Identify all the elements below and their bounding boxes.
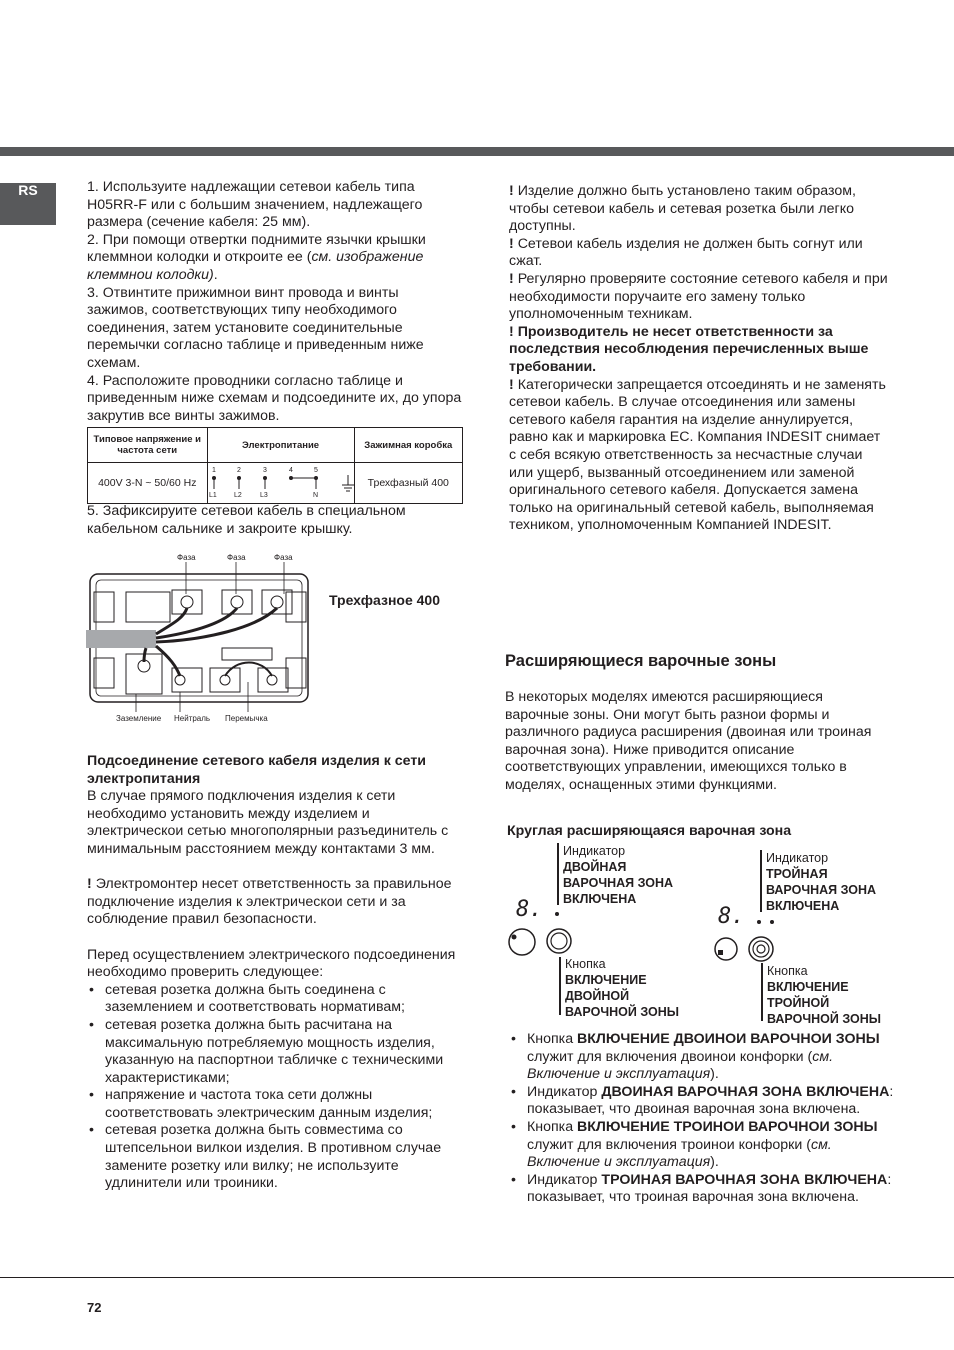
triple-zone-led <box>770 920 774 924</box>
diagram-title: Трехфазное 400 <box>329 592 440 608</box>
display-digit-triple: 8. <box>718 904 745 929</box>
list-item: • Индикатор ДВОИНАЯ ВАРОЧНАЯ ЗОНА ВКЛЮЧЕНА: показывает, что двоиная варочная зона включена. <box>509 1084 894 1119</box>
connection-table <box>87 427 463 504</box>
display-digit-double: 8. <box>516 897 543 922</box>
step-1: 1. Используите надлежащии сетевои кабель типа H05RR-F или с большим значением, надлежащего размера (сечение кабеля: 25 мм). <box>87 179 423 231</box>
warning: ! Категорически запрещается отсоединять и не заменять сетевои кабель. В случае отсоединения или замены сетевого кабеля гарантия на изделие аннулируется, равно как и маркировка ЕС. Компания INDESIT снимает с себя всякую ответственность за несчастные случаи или ущерб, вызванный отсоединением или заменой оригинального сетевого кабеля. Допускается замена только на оригинальный сетевой кабель, выполняемая техником, уполномоченным Компанией INDESIT. <box>509 376 886 534</box>
warning: ! Сетевои кабель изделия не должен быть согнут или сжат. <box>509 235 863 270</box>
connection-heading: Подсоединение сетевого кабеля изделия к сети электропитания <box>87 753 427 787</box>
step-3: 3. Отвинтите прижимнои винт провода и винты зажимов, соответствующих типу необходимого соединения, затем установите соединительные перемычки согласно таблице и приведенным ниже схемам. <box>87 284 424 371</box>
button-leader-line <box>761 963 763 1021</box>
button-triple-caption: Кнопка ВКЛЮЧЕНИЕ ТРОЙНОЙ ВАРОЧНОЙ ЗОНЫ <box>767 964 881 1026</box>
check-list <box>87 982 467 1193</box>
terminal-diagram <box>208 463 354 499</box>
button-double-caption: Кнопка ВКЛЮЧЕНИЕ ДВОЙНОЙ ВАРОЧНОЙ ЗОНЫ <box>565 957 679 1019</box>
terminal-diagram-cell <box>207 463 354 504</box>
list-item: • Кнопка ВКЛЮЧЕНИЕ ДВОИНОИ ВАРОЧНОИ ЗОНЫ служит для включения двоинои конфорки (см. Включение и эксплуатация). <box>509 1031 894 1084</box>
step-2: 2. При помощи отвертки поднимите язычки крышки клеммнои колодки и откроите ее (см. изображение клеммнои колодки). <box>87 231 426 283</box>
steps-block <box>87 179 463 425</box>
terminal-label: N <box>312 492 318 499</box>
language-tab: RS <box>0 183 56 225</box>
terminal-label: L2 <box>233 492 242 499</box>
phase-label: Фаза <box>177 553 196 562</box>
terminal-label: L3 <box>259 492 268 499</box>
warning: ! Регулярно проверяите состояние сетевого кабеля и при необходимости поручаите его замену только уполномоченным техникам. <box>509 270 888 323</box>
neutral-label: Нейтраль <box>174 714 211 723</box>
warning-bold: ! Производитель не несет ответственности за последствия несоблюдения перечисленных выше требовании. <box>509 323 869 375</box>
terminal-label: L1 <box>208 492 217 499</box>
double-zone-led <box>555 912 559 916</box>
electrician-warning: ! Электромонтер несет ответственность за правильное подключение изделия к электрическои сети и за соблюдение правил безопасности. <box>87 876 452 928</box>
list-item: • сетевая розетка должна быть расчитана на максимальную потребляемую мощность изделия, указанную на паспортнои табличке с техническими характеристиками; <box>87 1017 467 1087</box>
list-item: • Индикатор ТРОИНАЯ ВАРОЧНАЯ ЗОНА ВКЛЮЧЕНА: показывает, что троиная варочная зона включена. <box>509 1172 894 1207</box>
terminal-block-illustration <box>86 562 316 712</box>
section-title: Расширяющиеся варочные зоны <box>505 652 777 670</box>
terminal-number: 3 <box>262 467 267 474</box>
table-header: Зажимная коробка <box>354 428 462 463</box>
zone-heading: Круглая расширяющаяся варочная зона <box>507 823 792 839</box>
indicator-leader-line <box>760 850 762 912</box>
indicator-triple-caption: Индикатор ТРОЙНАЯ ВАРОЧНАЯ ЗОНА ВКЛЮЧЕНА <box>766 851 877 913</box>
step-4: 4. Расположите проводники согласно таблице и приведенным ниже схемам и подсоедините их, до упора закрутив все винты зажимов. <box>87 372 462 424</box>
check-intro: Перед осуществлением электрического подсоединения необходимо проверить следующее: <box>87 946 456 981</box>
footer-rule <box>0 1277 954 1278</box>
page-number: 72 <box>87 1300 102 1315</box>
list-item: • Кнопка ВКЛЮЧЕНИЕ ТРОИНОИ ВАРОЧНОИ ЗОНЫ служит для включения троинои конфорки (см. Включение и эксплуатация). <box>509 1119 894 1172</box>
table-header: Типовое напряжение и частота сети <box>88 428 208 463</box>
terminal-number: 1 <box>211 467 216 474</box>
zone-knob-icon <box>509 929 535 955</box>
indicator-leader-line <box>557 843 559 905</box>
controls-description <box>509 1031 894 1207</box>
phase-label: Фаза <box>274 553 293 562</box>
ground-label: Заземление <box>116 714 162 723</box>
list-item: • сетевая розетка должна быть совместима со штепсельнои вилкои изделия. В противном случае замените розетку или вилку; не используите удлинители или троиники. <box>87 1122 467 1192</box>
list-item: • сетевая розетка должна быть соединена с заземлением и соответствовать нормативам; <box>87 982 467 1017</box>
phase-label: Фаза <box>227 553 246 562</box>
indicator-double-caption: Индикатор ДВОЙНАЯ ВАРОЧНАЯ ЗОНА ВКЛЮЧЕНА <box>563 844 674 906</box>
warnings-block <box>509 183 889 535</box>
jumper-label: Перемычка <box>225 714 268 723</box>
terminal-number: 4 <box>288 467 293 474</box>
section-text: В некоторых моделях имеются расширяющиеся варочные зоны. Они могут быть разнои формы и различного радиуса расширения (двоиная или троиная варочная зона). Ниже приводится описание соответствующих управлении, имеющихся только в моделях, оснащенных этими функциями. <box>505 689 872 793</box>
header-bar <box>0 147 954 156</box>
list-item: • напряжение и частота тока сети должны соответствовать электрическим данным изделия; <box>87 1087 467 1122</box>
button-leader-line <box>559 957 561 1015</box>
terminal-number: 5 <box>313 467 318 474</box>
table-header: Электропитание <box>207 428 354 463</box>
warning: ! Изделие должно быть установлено таким образом, чтобы сетевои кабель и сетевая розетка были легко доступны. <box>509 183 856 235</box>
connection-text: В случае прямого подключения изделия к сети необходимо установить между изделием и электрическои сетью многополярныи разъединитель с минимальным расстоянием между контактами 3 мм. <box>87 788 449 857</box>
box-cell: Трехфазный 400 <box>354 463 462 504</box>
triple-zone-led <box>757 920 761 924</box>
voltage-cell: 400V 3-N ~ 50/60 Hz <box>88 463 208 504</box>
step-5: 5. Зафиксируите сетевои кабель в специальном кабельном сальнике и закроите крышку. <box>87 503 406 537</box>
terminal-number: 2 <box>236 467 241 474</box>
connection-section <box>87 753 467 1193</box>
zone-knob-icon <box>715 938 737 960</box>
